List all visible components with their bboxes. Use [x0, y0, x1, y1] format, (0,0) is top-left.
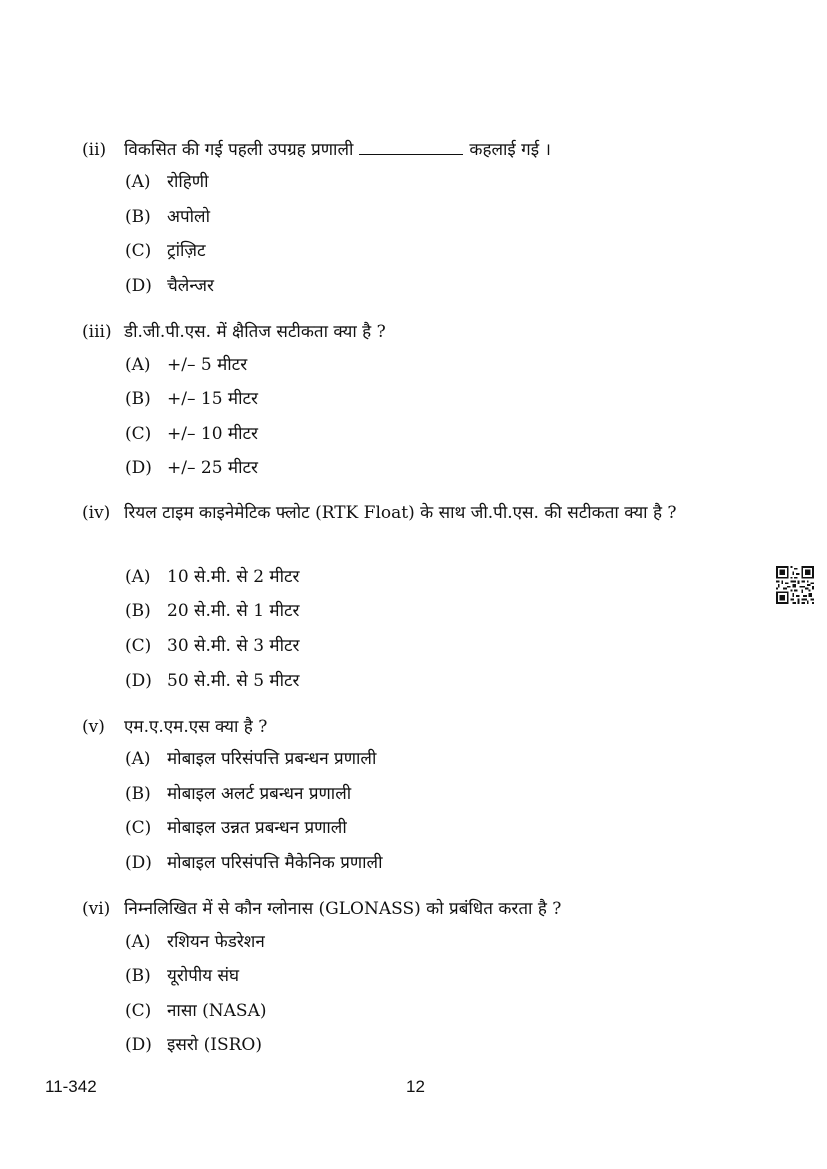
- option-b: (B) अपोलो: [125, 207, 210, 227]
- option-c: (C) ट्रांज़िट: [125, 241, 206, 261]
- option-d: (D) मोबाइल परिसंपत्ति मैकेनिक प्रणाली: [125, 853, 383, 873]
- question-number: (vi): [82, 899, 111, 919]
- option-b: (B) 20 से.मी. से 1 मीटर: [125, 601, 300, 621]
- question-number: (iv): [82, 503, 111, 523]
- option-b: (B) +/– 15 मीटर: [125, 389, 259, 409]
- question-text: डी.जी.पी.एस. में क्षैतिज सटीकता क्या है ?: [124, 322, 386, 342]
- option-c: (C) मोबाइल उन्नत प्रबन्धन प्रणाली: [125, 818, 347, 838]
- question-v: [82, 713, 747, 741]
- option-b: (B) मोबाइल अलर्ट प्रबन्धन प्रणाली: [125, 784, 352, 804]
- option-d: (D) इसरो (ISRO): [125, 1035, 262, 1055]
- option-a: (A) +/– 5 मीटर: [125, 355, 248, 375]
- question-number: (ii): [82, 140, 107, 160]
- option-a: (A) मोबाइल परिसंपत्ति प्रबन्धन प्रणाली: [125, 749, 377, 769]
- option-c: (C) नासा (NASA): [125, 1001, 267, 1021]
- question-text: रियल टाइम काइनेमेटिक फ्लोट (RTK Float) के साथ जी.पी.एस. की सटीकता क्या है ?: [124, 503, 677, 523]
- option-a: (A) रोहिणी: [125, 172, 209, 192]
- page-number: 12: [406, 1077, 425, 1096]
- option-d: (D) 50 से.मी. से 5 मीटर: [125, 671, 300, 691]
- option-b: (B) यूरोपीय संघ: [125, 966, 240, 986]
- question-iv: [82, 499, 747, 527]
- question-number: (iii): [82, 322, 112, 342]
- paper-code: 11-342: [45, 1077, 97, 1096]
- question-text: निम्नलिखित में से कौन ग्लोनास (GLONASS) को प्रबंधित करता है ?: [124, 899, 562, 919]
- option-d: (D) चैलेन्जर: [125, 276, 214, 296]
- option-a: (A) 10 से.मी. से 2 मीटर: [125, 567, 300, 587]
- qr-code-icon: [776, 566, 814, 604]
- option-d: (D) +/– 25 मीटर: [125, 458, 259, 478]
- question-ii: [82, 136, 747, 164]
- question-iii: [82, 318, 747, 346]
- option-c: (C) +/– 10 मीटर: [125, 424, 259, 444]
- question-number: (v): [82, 717, 105, 737]
- question-vi: [82, 895, 747, 923]
- answer-blank: [359, 140, 463, 155]
- option-c: (C) 30 से.मी. से 3 मीटर: [125, 636, 300, 656]
- question-text: विकसित की गई पहली उपग्रह प्रणाली कहलाई गई ।: [124, 140, 551, 160]
- option-a: (A) रशियन फेडरेशन: [125, 932, 265, 952]
- question-text: एम.ए.एम.एस क्या है ?: [124, 717, 268, 737]
